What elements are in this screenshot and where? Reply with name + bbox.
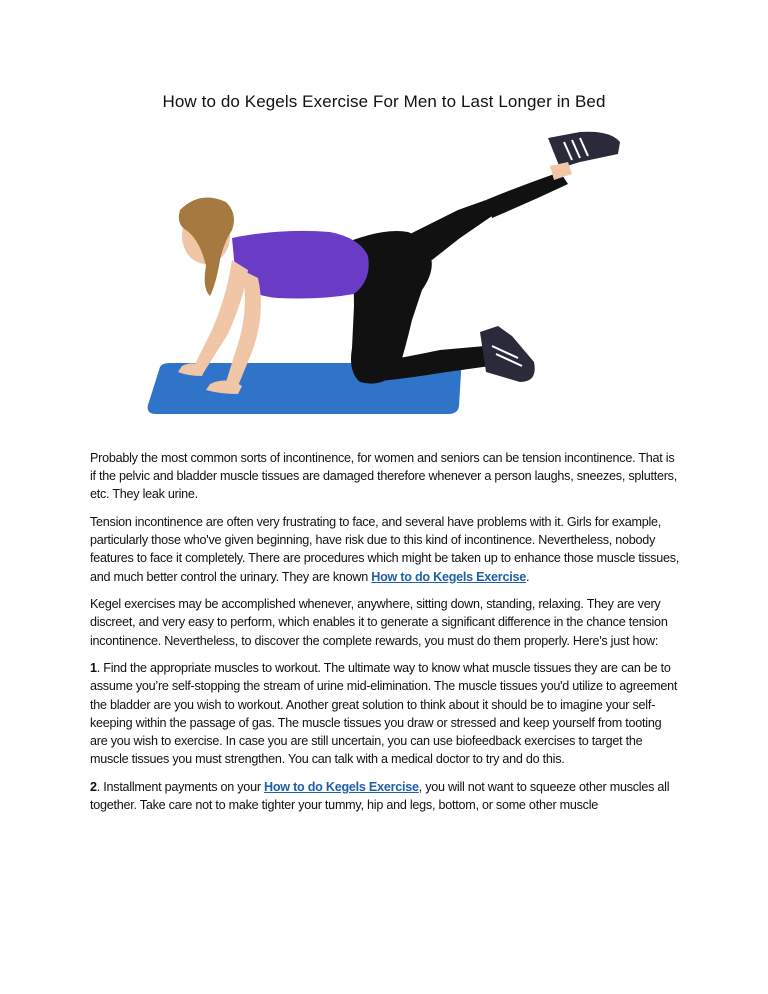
paragraph-5-text-b: , you will not want to squeeze other muscles all together. Take care not to make tighter your tummy, hip and legs, bottom, or some other muscle <box>90 779 670 813</box>
paragraph-5-text-a: . Installment payments on your <box>96 779 265 794</box>
step-number-1: 1 <box>90 661 97 676</box>
paragraph-4 <box>90 659 680 768</box>
paragraph-2-end: . <box>525 569 530 584</box>
paragraph-2 <box>90 513 680 586</box>
paragraph-4-text: . Find the appropriate muscles to workout. The ultimate way to know what muscle tissues they are can be to assume you’re self-stopping the stream of urine mid-elimination. The muscle tissues you'd utilize to agreement the bladder are you wish to workout. Another great solution to think about it should be to imagine your self-keeping within the passage of gas. The muscle tissues you draw or stressed and keep yourself from tooting are you wish to exercise. In case you are still uncertain, you can use biofeedback exercises to target the muscle tissues you must strengthen. You can talk with a medical doctor to try and do this. <box>90 661 678 767</box>
step-number-2: 2 <box>90 779 97 794</box>
paragraph-5 <box>90 778 680 814</box>
raised-leg <box>486 132 620 218</box>
article-body <box>90 449 680 824</box>
document-title: How to do Kegels Exercise For Men to Last Longer in Bed <box>162 92 606 111</box>
paragraph-3: Kegel exercises may be accomplished whenever, anywhere, sitting down, standing, relaxing. They are very discreet, and very easy to perform, which enables it to generate a significant difference in the chance tension incontinence. Nevertheless, to discover the complete rewards, you must do them properly. Here's just how: <box>90 597 668 648</box>
head <box>179 198 234 297</box>
paragraph-1: Probably the most common sorts of incontinence, for women and seniors can be tension incontinence. That is if the pelvic and bladder muscle tissues are damaged therefore whenever a person laughs, sneezes, splutters, etc. They leak urine. <box>90 451 677 502</box>
paragraph-2-text: Tension incontinence are often very frustrating to face, and several have problems with it. Girls for example, particularly those who've given beginning, have risk due to this kind of incontinence. Nevertheless, nobody features to face it completely. There are procedures which might be taken up to enhance those muscle tissues, and much better control the urinary. They are known <box>90 515 680 584</box>
kegels-exercise-link-2[interactable]: How to do Kegels Exercise <box>264 779 419 794</box>
kegels-exercise-link[interactable]: How to do Kegels Exercise <box>371 569 526 584</box>
exercise-illustration <box>140 120 630 430</box>
